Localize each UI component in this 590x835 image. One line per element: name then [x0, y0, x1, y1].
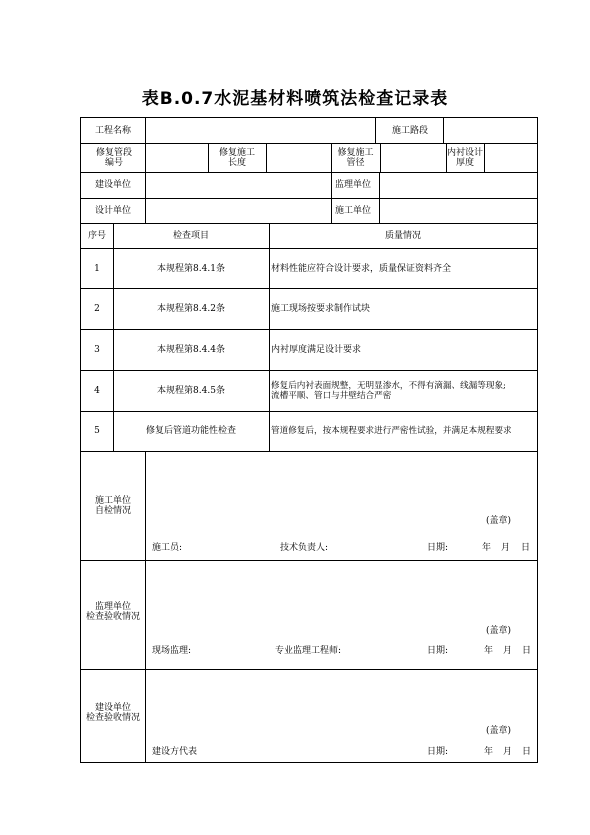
row-4-quality: 修复后内衬表面规整，无明显渗水，不得有滴漏、线漏等现象; 流槽平顺、管口与井壁结合严密 — [271, 381, 506, 401]
section-build-month: 月 — [503, 747, 513, 757]
row-2-quality: 施工现场按要求制作试块 — [271, 304, 371, 314]
section-build-year: 年 — [484, 747, 494, 757]
row-2-no: 2 — [94, 304, 100, 314]
record-table — [80, 117, 538, 763]
label-lining-thickness: 内衬设计 厚度 — [446, 148, 483, 168]
grid-line — [269, 223, 270, 451]
grid-line — [81, 370, 537, 371]
grid-line — [484, 143, 485, 172]
label-project-name: 工程名称 — [95, 126, 132, 136]
col-header-item: 检查项目 — [172, 231, 209, 241]
grid-line — [145, 118, 146, 223]
section-supervision-day: 日 — [522, 646, 532, 656]
grid-line — [81, 223, 537, 224]
section-build-day: 日 — [522, 747, 532, 757]
grid-line — [331, 172, 332, 223]
section-supervision-sign-a: 现场监理: — [152, 646, 192, 656]
grid-line — [266, 143, 267, 172]
label-build-unit: 建设单位 — [95, 180, 132, 190]
section-build-seal: (盖章) — [486, 726, 512, 736]
section-build-label: 建设单位 检查验收情况 — [85, 703, 140, 723]
label-repair-length: 修复施工 长度 — [218, 148, 255, 168]
section-construction-sign-a: 施工员: — [152, 543, 183, 553]
grid-line — [443, 118, 444, 143]
section-supervision-seal: (盖章) — [486, 626, 512, 636]
row-3-no: 3 — [94, 345, 100, 355]
grid-line — [380, 143, 381, 172]
grid-line — [145, 451, 146, 762]
form-title: 表B.0.7水泥基材料喷筑法检查记录表 — [141, 89, 449, 109]
section-build-sign-a: 建设方代表 — [152, 747, 198, 757]
label-repair-pipe-no: 修复管段 编号 — [95, 148, 132, 168]
grid-line — [81, 560, 537, 561]
row-5-item: 修复后管道功能性检查 — [145, 426, 236, 436]
row-5-quality: 管道修复后，按本规程要求进行严密性试验，并满足本规程要求 — [271, 426, 512, 436]
section-construction-month: 月 — [501, 543, 511, 553]
grid-line — [81, 172, 537, 173]
grid-line — [81, 288, 537, 289]
grid-line — [379, 172, 380, 223]
section-supervision-label: 监理单位 检查验收情况 — [85, 602, 140, 622]
col-header-no: 序号 — [87, 231, 106, 241]
row-1-quality: 材料性能应符合设计要求，质量保证资料齐全 — [271, 264, 452, 274]
label-road-section: 施工路段 — [392, 126, 429, 136]
section-construction-date: 日期: — [427, 543, 449, 553]
grid-line — [81, 451, 537, 452]
grid-line — [81, 669, 537, 670]
grid-line — [81, 329, 537, 330]
grid-line — [81, 198, 537, 199]
section-construction-seal: (盖章) — [486, 516, 512, 526]
row-2-item: 本规程第8.4.2条 — [157, 304, 225, 314]
row-4-item: 本规程第8.4.5条 — [157, 386, 225, 396]
section-construction-year: 年 — [482, 543, 492, 553]
label-construction-unit: 施工单位 — [335, 206, 372, 216]
row-1-item: 本规程第8.4.1条 — [157, 264, 225, 274]
label-design-unit: 设计单位 — [95, 206, 132, 216]
grid-line — [81, 411, 537, 412]
col-header-quality: 质量情况 — [384, 231, 421, 241]
section-construction-sign-b: 技术负责人: — [280, 543, 329, 553]
section-supervision-sign-b: 专业监理工程师: — [275, 646, 342, 656]
grid-line — [81, 143, 537, 144]
label-repair-diameter: 修复施工 管径 — [337, 148, 374, 168]
row-4-no: 4 — [94, 386, 100, 396]
section-supervision-date: 日期: — [427, 646, 449, 656]
section-construction-day: 日 — [521, 543, 531, 553]
grid-line — [81, 248, 537, 249]
label-supervision-unit: 监理单位 — [335, 180, 372, 190]
section-supervision-month: 月 — [503, 646, 513, 656]
row-3-quality: 内衬厚度满足设计要求 — [271, 345, 362, 355]
section-build-date: 日期: — [427, 747, 449, 757]
row-3-item: 本规程第8.4.4条 — [157, 345, 225, 355]
row-1-no: 1 — [94, 264, 100, 274]
grid-line — [113, 223, 114, 451]
section-supervision-year: 年 — [484, 646, 494, 656]
section-construction-label: 施工单位 自检情况 — [94, 496, 131, 516]
grid-line — [375, 118, 376, 143]
row-5-no: 5 — [94, 426, 100, 436]
